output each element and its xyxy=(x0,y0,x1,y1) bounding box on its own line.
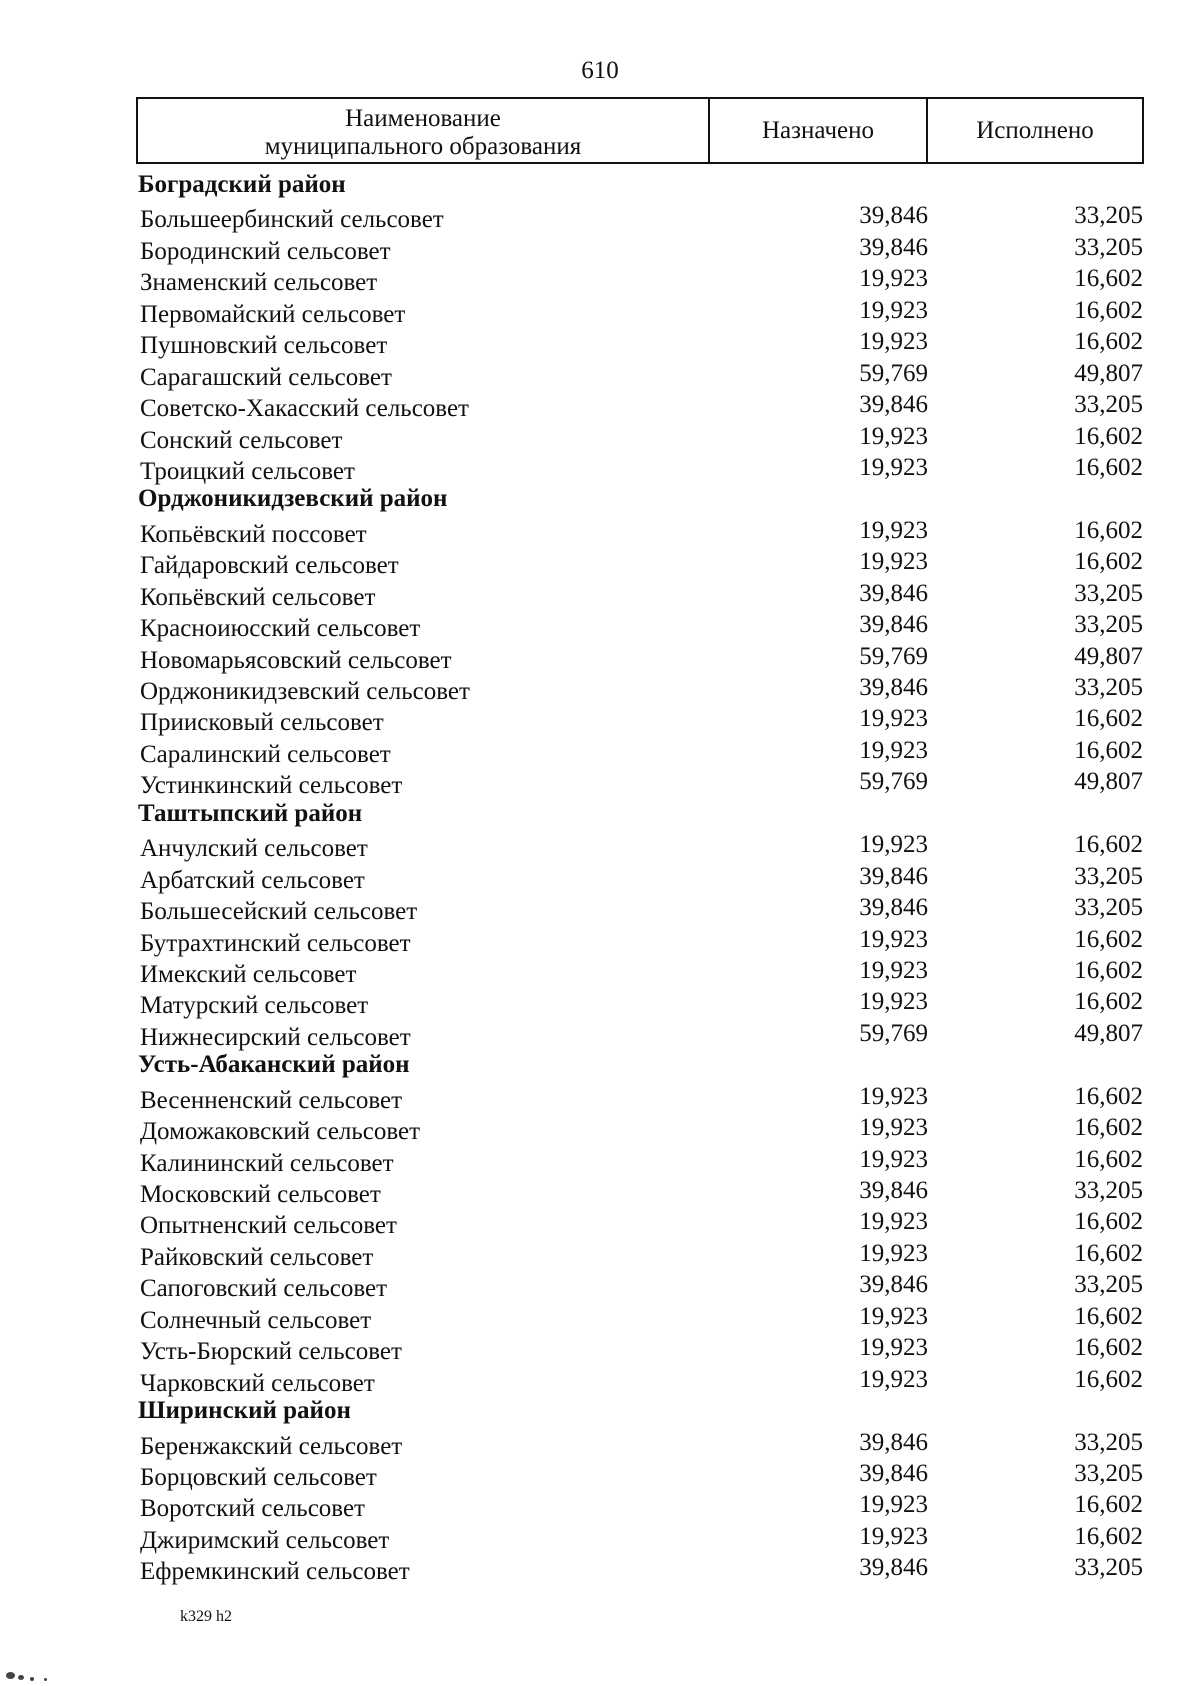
assigned-value: 19,923 xyxy=(859,1082,928,1110)
assigned-value: 19,923 xyxy=(859,265,928,293)
assigned-value: 19,923 xyxy=(859,1491,928,1519)
assigned-value: 39,846 xyxy=(859,1459,928,1487)
assigned-value: 19,923 xyxy=(859,988,928,1016)
municipality-name: Советско-Хакасский сельсовет xyxy=(140,395,469,423)
municipality-name: Большеербинский сельсовет xyxy=(140,206,444,234)
table-row xyxy=(138,263,1143,297)
done-value: 33,205 xyxy=(1074,894,1143,922)
municipality-name: Беренжакский сельсовет xyxy=(140,1432,403,1460)
municipality-name: Сарагашский сельсовет xyxy=(140,363,392,391)
municipality-name: Доможаковский сельсовет xyxy=(140,1118,421,1146)
done-value: 16,602 xyxy=(1074,1491,1143,1519)
district-name: Орджоникидзевский район xyxy=(138,485,448,513)
municipality-name: Сапоговский сельсовет xyxy=(140,1275,388,1303)
table-row xyxy=(138,986,1143,1020)
done-value: 16,602 xyxy=(1074,736,1143,764)
assigned-value: 19,923 xyxy=(859,296,928,324)
done-value: 16,602 xyxy=(1074,548,1143,576)
done-value: 16,602 xyxy=(1074,265,1143,293)
done-value: 33,205 xyxy=(1074,674,1143,701)
done-value: 49,807 xyxy=(1074,642,1143,670)
municipality-name: Бородинский сельсовет xyxy=(140,237,391,265)
municipality-name: Чарковский сельсовет xyxy=(140,1369,375,1397)
assigned-value: 19,923 xyxy=(859,1208,928,1236)
municipality-name: Усть-Бюрский сельсовет xyxy=(140,1338,402,1366)
assigned-value: 39,846 xyxy=(859,862,928,890)
table-row xyxy=(138,1081,1143,1114)
done-value: 33,205 xyxy=(1074,1428,1143,1456)
district-header-row xyxy=(138,169,1138,200)
assigned-value: 19,923 xyxy=(859,1114,928,1142)
district-name: Ширинский район xyxy=(138,1397,351,1425)
assigned-value: 59,769 xyxy=(859,768,928,796)
assigned-value: 19,923 xyxy=(859,956,928,984)
assigned-value: 39,846 xyxy=(859,1554,928,1582)
done-value: 16,602 xyxy=(1074,516,1143,544)
table-row xyxy=(138,1144,1143,1177)
municipality-name: Нижнесирский сельсовет xyxy=(140,1023,411,1051)
district-header-row xyxy=(138,1395,1138,1426)
table-row xyxy=(138,892,1143,926)
table-row xyxy=(138,703,1143,737)
assigned-value: 39,846 xyxy=(859,611,928,639)
table-row xyxy=(138,735,1143,768)
municipality-name: Знаменский сельсовет xyxy=(140,269,378,297)
done-value: 16,602 xyxy=(1074,328,1143,356)
municipality-name: Опытненский сельсовет xyxy=(140,1212,397,1240)
assigned-value: 19,923 xyxy=(859,925,928,953)
table-row xyxy=(138,1269,1143,1303)
municipality-name: Бутрахтинский сельсовет xyxy=(140,929,411,957)
assigned-value: 39,846 xyxy=(859,674,928,701)
district-header-row xyxy=(138,1049,1138,1080)
assigned-value: 19,923 xyxy=(859,1522,928,1550)
done-value: 33,205 xyxy=(1074,579,1143,607)
assigned-value: 19,923 xyxy=(859,1365,928,1393)
assigned-value: 19,923 xyxy=(859,705,928,733)
assigned-value: 59,769 xyxy=(859,1019,928,1047)
done-value: 16,602 xyxy=(1074,925,1143,953)
municipality-name: Матурский сельсовет xyxy=(140,992,369,1020)
district-name: Таштыпский район xyxy=(138,799,363,827)
municipality-name: Устинкинский сельсовет xyxy=(140,772,403,800)
municipality-name: Арбатский сельсовет xyxy=(140,866,365,894)
table-row xyxy=(138,1489,1143,1523)
done-value: 16,602 xyxy=(1074,453,1143,481)
table-row xyxy=(138,295,1143,328)
municipality-name: Копьёвский сельсовет xyxy=(140,583,376,611)
header-done: Исполнено xyxy=(976,116,1094,144)
table-row xyxy=(138,609,1143,643)
municipality-name: Анчулский сельсовет xyxy=(140,835,368,863)
assigned-value: 19,923 xyxy=(859,1334,928,1362)
municipality-name: Орджоникидзевский сельсовет xyxy=(140,678,470,705)
done-value: 33,205 xyxy=(1074,233,1143,261)
table-row xyxy=(138,452,1143,485)
header-assigned: Назначено xyxy=(710,99,928,162)
district-name: Боградский район xyxy=(138,171,346,198)
table-row xyxy=(138,1112,1143,1146)
municipality-name: Ефремкинский сельсовет xyxy=(140,1558,410,1586)
done-value: 16,602 xyxy=(1074,1208,1143,1236)
done-value: 49,807 xyxy=(1074,359,1143,387)
table-row xyxy=(138,358,1143,391)
table-row xyxy=(138,955,1143,988)
done-value: 16,602 xyxy=(1074,296,1143,324)
table-row xyxy=(138,578,1143,611)
assigned-value: 19,923 xyxy=(859,422,928,450)
table-row xyxy=(138,1364,1143,1397)
table-row xyxy=(138,1427,1143,1460)
assigned-value: 19,923 xyxy=(859,516,928,544)
municipality-name: Райковский сельсовет xyxy=(140,1243,374,1271)
table-row xyxy=(138,766,1143,800)
assigned-value: 39,846 xyxy=(859,1271,928,1299)
table-row xyxy=(138,389,1143,423)
assigned-value: 39,846 xyxy=(859,233,928,261)
done-value: 33,205 xyxy=(1074,1459,1143,1487)
table-row xyxy=(138,924,1143,957)
municipality-name: Троицкий сельсовет xyxy=(140,457,355,485)
done-value: 16,602 xyxy=(1074,1239,1143,1267)
municipality-name: Приисковый сельсовет xyxy=(140,709,384,737)
footer-code: k329 h2 xyxy=(180,1608,232,1625)
header-name-line2: муниципального образования xyxy=(264,132,582,160)
assigned-value: 39,846 xyxy=(859,894,928,922)
municipality-name: Копьёвский поссовет xyxy=(140,520,367,548)
assigned-value: 19,923 xyxy=(859,1239,928,1267)
table-body xyxy=(138,169,1143,1586)
municipality-name: Весенненский сельсовет xyxy=(140,1086,403,1114)
table-header xyxy=(136,97,1144,164)
assigned-value: 19,923 xyxy=(859,1302,928,1330)
assigned-value: 59,769 xyxy=(859,642,928,670)
done-value: 16,602 xyxy=(1074,831,1143,859)
assigned-value: 19,923 xyxy=(859,453,928,481)
municipality-name: Калининский сельсовет xyxy=(140,1149,394,1177)
table-row xyxy=(138,1175,1143,1208)
done-value: 16,602 xyxy=(1074,1365,1143,1393)
done-value: 16,602 xyxy=(1074,1082,1143,1110)
table-row xyxy=(138,1458,1143,1491)
table-row xyxy=(138,1206,1143,1240)
done-value: 33,205 xyxy=(1074,391,1143,419)
header-name-line1: Наименование xyxy=(345,104,501,132)
table-row xyxy=(138,672,1143,705)
municipality-name: Новомарьясовский сельсовет xyxy=(140,646,452,674)
table-row xyxy=(138,1018,1143,1051)
assigned-value: 19,923 xyxy=(859,831,928,859)
municipality-name: Большесейский сельсовет xyxy=(140,898,418,926)
assigned-value: 39,846 xyxy=(859,202,928,230)
table-row xyxy=(138,1552,1143,1586)
done-value: 33,205 xyxy=(1074,862,1143,890)
done-value: 16,602 xyxy=(1074,1334,1143,1362)
table-row xyxy=(138,421,1143,454)
done-value: 16,602 xyxy=(1074,1522,1143,1550)
done-value: 16,602 xyxy=(1074,956,1143,984)
municipality-name: Воротский сельсовет xyxy=(140,1495,365,1523)
table-row xyxy=(138,1521,1143,1554)
done-value: 33,205 xyxy=(1074,202,1143,230)
done-value: 33,205 xyxy=(1074,1177,1143,1204)
done-value: 16,602 xyxy=(1074,705,1143,733)
assigned-value: 19,923 xyxy=(859,548,928,576)
municipality-name: Первомайский сельсовет xyxy=(140,300,406,328)
assigned-value: 19,923 xyxy=(859,328,928,356)
done-value: 16,602 xyxy=(1074,1302,1143,1330)
done-value: 33,205 xyxy=(1074,1554,1143,1582)
district-header-row xyxy=(138,483,1138,514)
municipality-name: Красноиюсский сельсовет xyxy=(140,615,421,643)
table-row xyxy=(138,1332,1143,1366)
assigned-value: 19,923 xyxy=(859,1145,928,1173)
page-number: 610 xyxy=(581,57,619,84)
table-row xyxy=(138,200,1143,234)
municipality-name: Солнечный сельсовет xyxy=(140,1306,372,1334)
assigned-value: 59,769 xyxy=(859,359,928,387)
done-value: 16,602 xyxy=(1074,1145,1143,1173)
header-name-cell xyxy=(138,99,710,162)
municipality-name: Саралинский сельсовет xyxy=(140,740,391,768)
done-value: 33,205 xyxy=(1074,1271,1143,1299)
municipality-name: Московский сельсовет xyxy=(140,1181,381,1208)
assigned-value: 39,846 xyxy=(859,579,928,607)
done-value: 16,602 xyxy=(1074,1114,1143,1142)
table-row xyxy=(138,641,1143,674)
assigned-value: 39,846 xyxy=(859,391,928,419)
table-row xyxy=(138,326,1143,360)
district-name: Усть-Абаканский район xyxy=(138,1051,410,1079)
municipality-name: Гайдаровский сельсовет xyxy=(140,552,399,580)
done-value: 16,602 xyxy=(1074,422,1143,450)
done-value: 49,807 xyxy=(1074,768,1143,796)
scan-noise xyxy=(0,1666,70,1686)
municipality-name: Джиримский сельсовет xyxy=(140,1526,390,1554)
assigned-value: 19,923 xyxy=(859,736,928,764)
assigned-value: 39,846 xyxy=(859,1177,928,1204)
municipality-name: Борцовский сельсовет xyxy=(140,1463,377,1491)
table-row xyxy=(138,861,1143,894)
assigned-value: 39,846 xyxy=(859,1428,928,1456)
done-value: 49,807 xyxy=(1074,1019,1143,1047)
done-value: 33,205 xyxy=(1074,611,1143,639)
done-value: 16,602 xyxy=(1074,988,1143,1016)
table-row xyxy=(138,1238,1143,1271)
table-row xyxy=(138,232,1143,265)
district-header-row xyxy=(138,798,1138,829)
table-row xyxy=(138,1301,1143,1334)
municipality-name: Сонский сельсовет xyxy=(140,426,343,454)
table-row xyxy=(138,546,1143,580)
table-row xyxy=(138,829,1143,863)
municipality-name: Пушновский сельсовет xyxy=(140,332,388,360)
table-row xyxy=(138,515,1143,548)
municipality-name: Имекский сельсовет xyxy=(140,960,357,988)
